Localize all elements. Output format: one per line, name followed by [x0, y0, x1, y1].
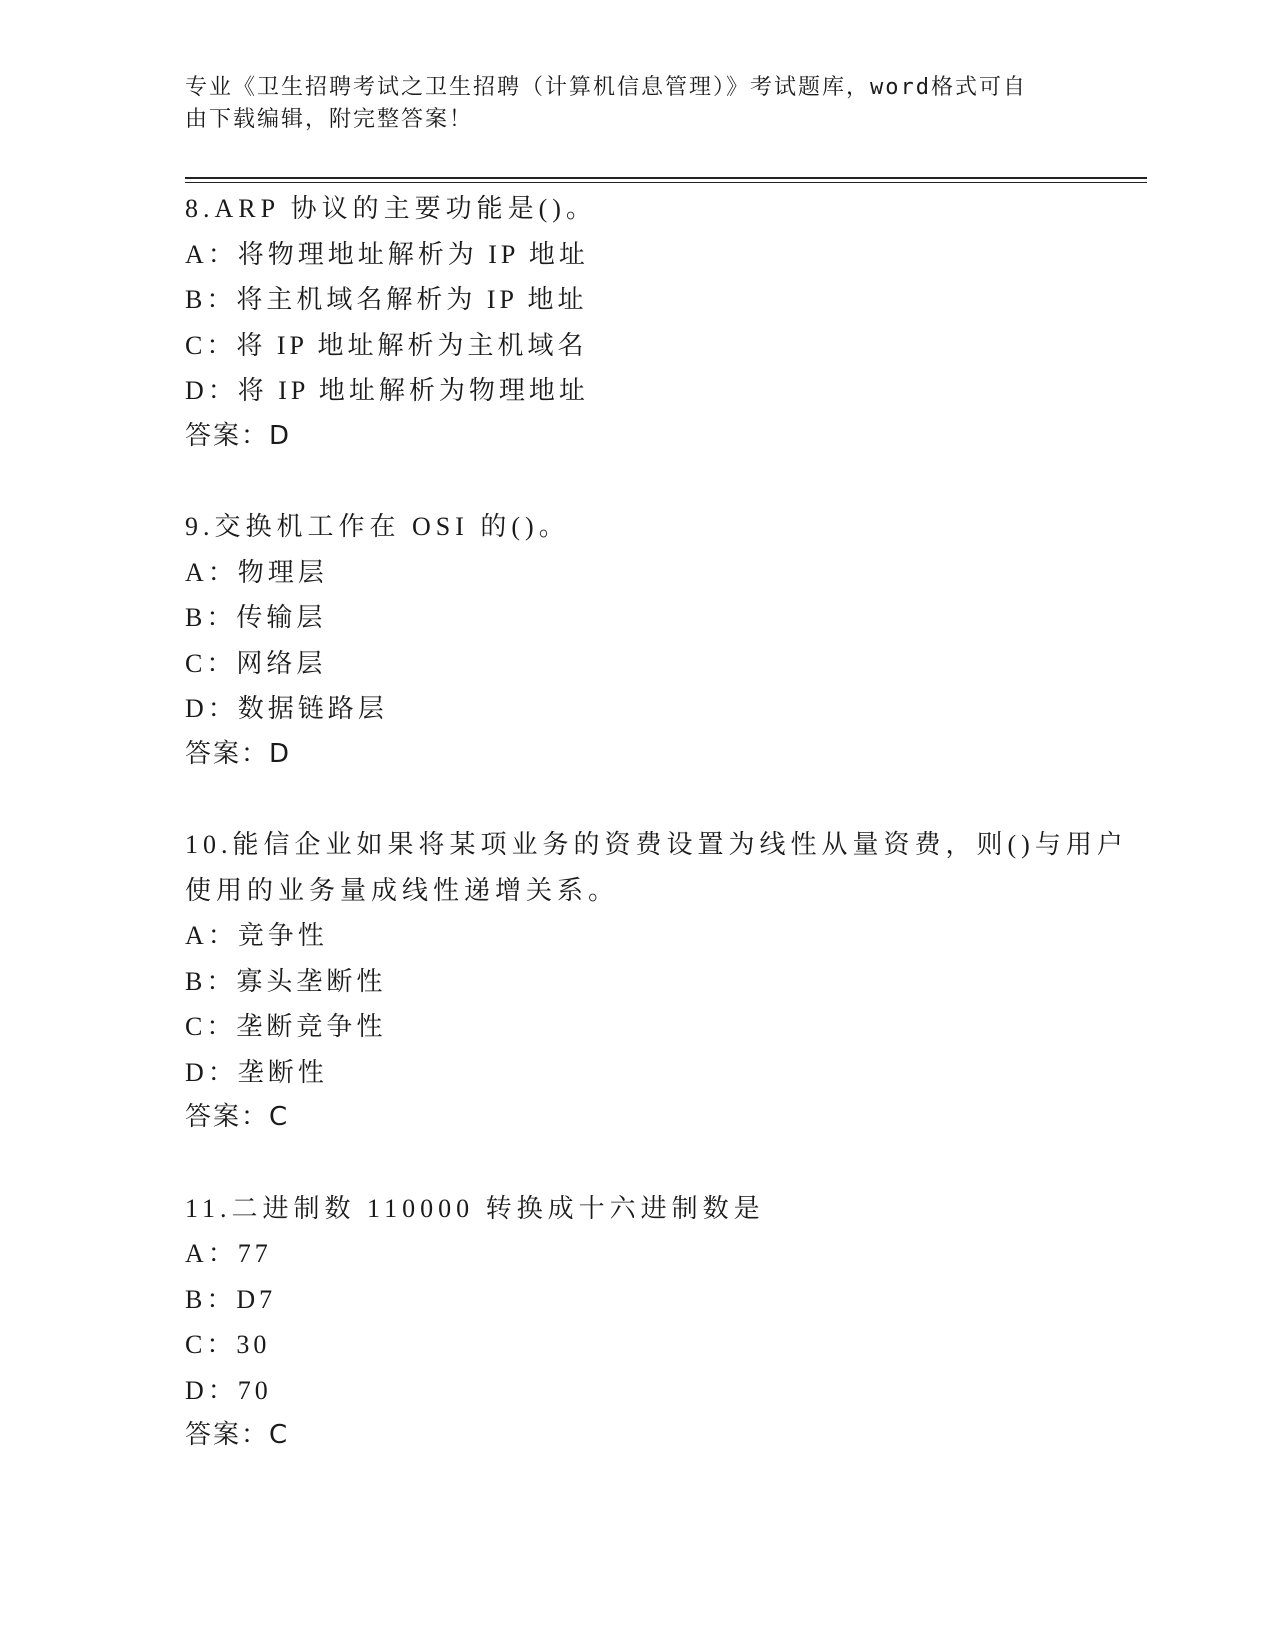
question-option: A：77 — [185, 1239, 272, 1268]
question-answer: 答案：D — [185, 738, 292, 769]
question-stem: 11.二进制数 110000 转换成十六进制数是 — [185, 1193, 765, 1223]
question-option: B：D7 — [185, 1284, 277, 1314]
question-option: A：将物理地址解析为 IP 地址 — [185, 239, 589, 269]
question-option: D：将 IP 地址解析为物理地址 — [185, 376, 589, 405]
question-option: D：70 — [185, 1375, 272, 1405]
header-line-1: 专业《卫生招聘考试之卫生招聘（计算机信息管理）》考试题库，word格式可自 — [185, 75, 1027, 100]
question-answer: 答案：C — [185, 1102, 290, 1132]
question-list — [185, 186, 1128, 1504]
question-answer: 答案：C — [185, 1420, 290, 1450]
question-answer: 答案：D — [185, 420, 292, 451]
question-option: B：寡头垄断性 — [185, 966, 387, 996]
question-stem: 10.能信企业如果将某项业务的资费设置为线性从量资费，则()与用户 — [185, 830, 1128, 859]
question-option: A：竞争性 — [185, 921, 328, 950]
question-stem: 9.交换机工作在 OSI 的()。 — [185, 512, 570, 541]
question-stem: 8.ARP 协议的主要功能是()。 — [185, 194, 597, 223]
question-option: C：网络层 — [185, 648, 327, 678]
question-option: A：物理层 — [185, 557, 328, 587]
question-stem: 使用的业务量成线性递增关系。 — [185, 875, 620, 905]
header-divider — [185, 177, 1147, 183]
question-option: B：传输层 — [185, 603, 327, 632]
question-item — [185, 504, 1085, 777]
question-option: C：垄断竞争性 — [185, 1012, 387, 1041]
header-line-2: 由下载编辑，附完整答案！ — [185, 107, 474, 132]
question-item — [185, 822, 1128, 1141]
question-item — [185, 186, 1085, 459]
question-option: D：数据链路层 — [185, 694, 388, 723]
document-header — [185, 72, 1085, 136]
question-item — [185, 1186, 1085, 1459]
question-option: B：将主机域名解析为 IP 地址 — [185, 285, 588, 314]
question-option: D：垄断性 — [185, 1057, 328, 1087]
question-option: C：30 — [185, 1330, 271, 1359]
question-option: C：将 IP 地址解析为主机域名 — [185, 330, 588, 360]
